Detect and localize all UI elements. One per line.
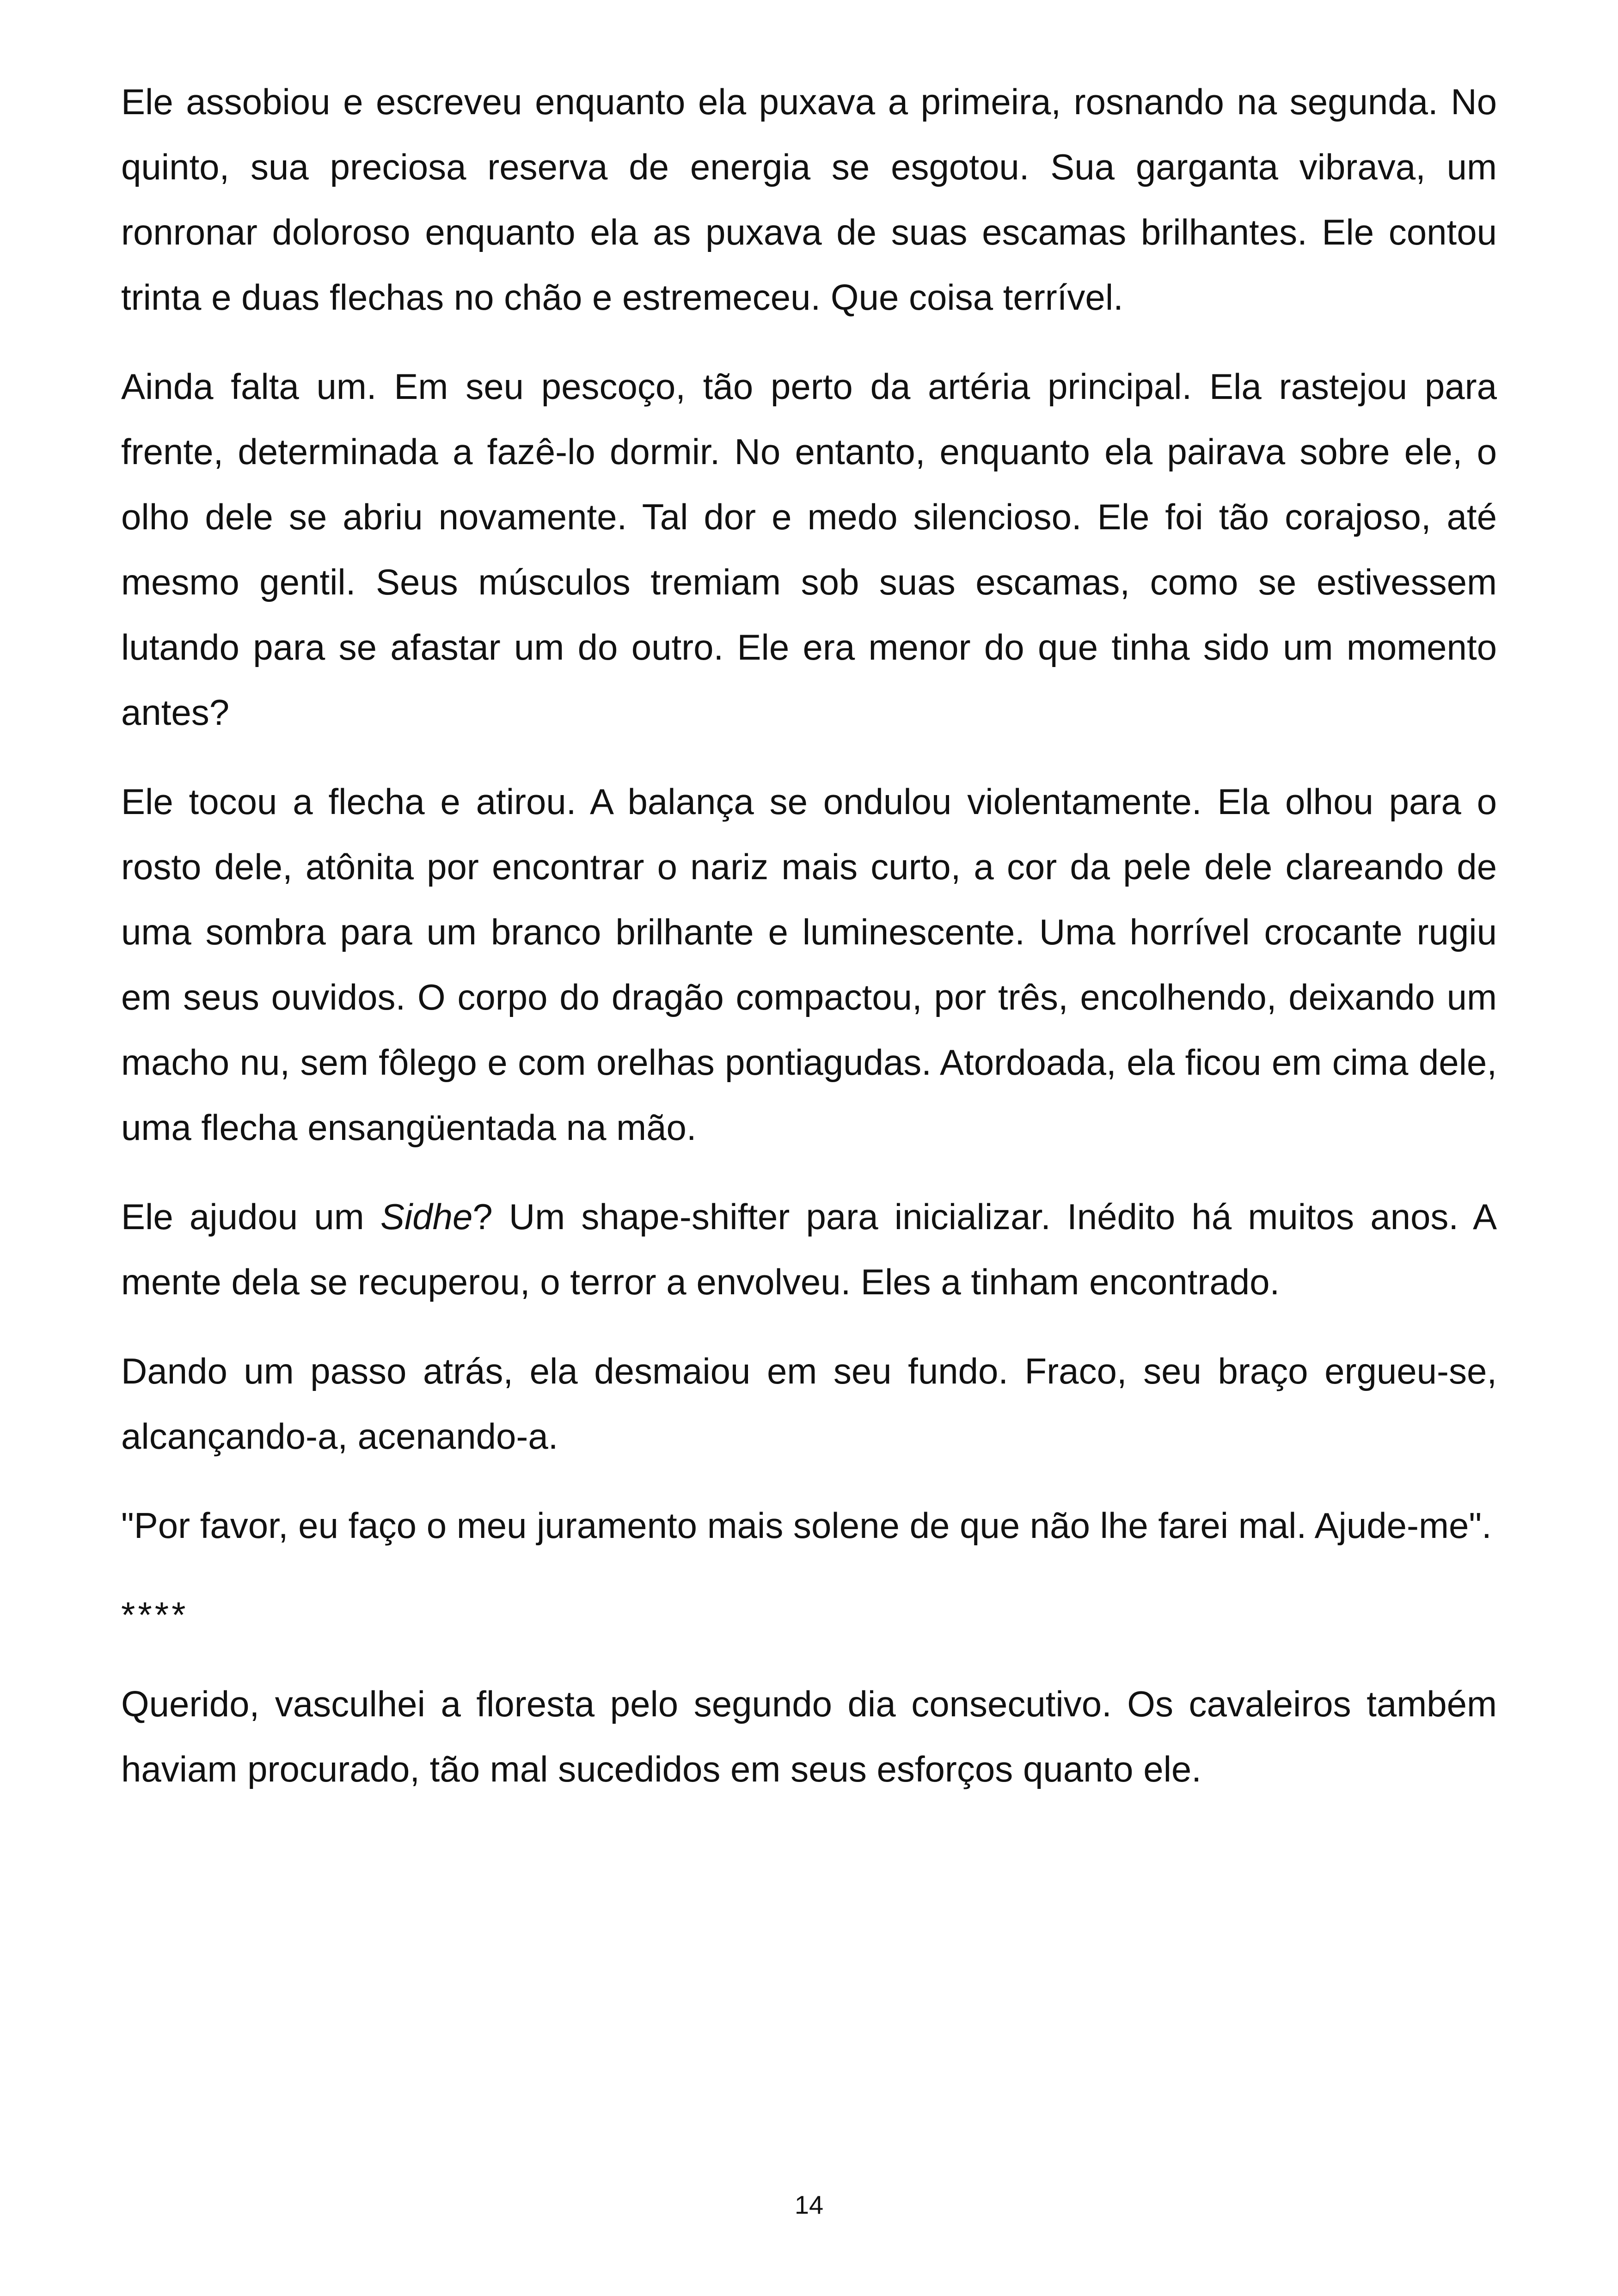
paragraph-6-dialogue: "Por favor, eu faço o meu juramento mais solene de que não lhe farei mal. Ajude-me". — [121, 1505, 1492, 1546]
paragraph-3: Ele tocou a flecha e atirou. A balança se ondulou violentamente. Ela olhou para o rosto dele, atônita por encontrar o nariz mais curto, a cor da pele dele clareando de uma sombra para um branco brilhante e luminescente. Uma horrível crocante rugiu em seus ouvidos. O corpo do dragão compactou, por três, encolhendo, deixando um macho nu, sem fôlego e com orelhas pontiagudas. Atordoada, ela ficou em cima dele, uma flecha ensangüentada na mão. — [121, 781, 1497, 1148]
paragraph-4-lead: Ele ajudou um — [121, 1196, 380, 1237]
paragraph-7: Querido, vasculhei a floresta pelo segundo dia consecutivo. Os cavaleiros também haviam procurado, tão mal sucedidos em seus esforços quanto ele. — [121, 1684, 1497, 1789]
paragraph-2: Ainda falta um. Em seu pescoço, tão perto da artéria principal. Ela rastejou para frente, determinada a fazê-lo dormir. No entanto, enquanto ela pairava sobre ele, o olho dele se abriu novamente. Tal dor e medo silencioso. Ele foi tão corajoso, até mesmo gentil. Seus músculos tremiam sob suas escamas, como se estivessem lutando para se afastar um do outro. Ele era menor do que tinha sido um momento antes? — [121, 366, 1497, 733]
paragraph-1: Ele assobiou e escreveu enquanto ela puxava a primeira, rosnando na segunda. No quinto, sua preciosa reserva de energia se esgotou. Sua garganta vibrava, um ronronar doloroso enquanto ela as puxava de suas escamas brilhantes. Ele contou trinta e duas flechas no chão e estremeceu. Que coisa terrível. — [121, 81, 1497, 318]
paragraph-4-rest: ? Um shape-shifter para inicializar. Inédito há muitos anos. A mente dela se recuperou, o terror a envolveu. Eles a tinham encontrado. — [121, 1196, 1497, 1302]
paragraph-4 — [121, 1184, 1497, 1315]
page-body — [121, 69, 1497, 1826]
page-number: 14 — [794, 2190, 824, 2219]
sidhe-italic-term: Sidhe — [380, 1196, 473, 1237]
scene-break-separator: **** — [121, 1594, 189, 1635]
paragraph-5: Dando um passo atrás, ela desmaiou em seu fundo. Fraco, seu braço ergueu-se, alcançando-a, acenando-a. — [121, 1351, 1497, 1457]
